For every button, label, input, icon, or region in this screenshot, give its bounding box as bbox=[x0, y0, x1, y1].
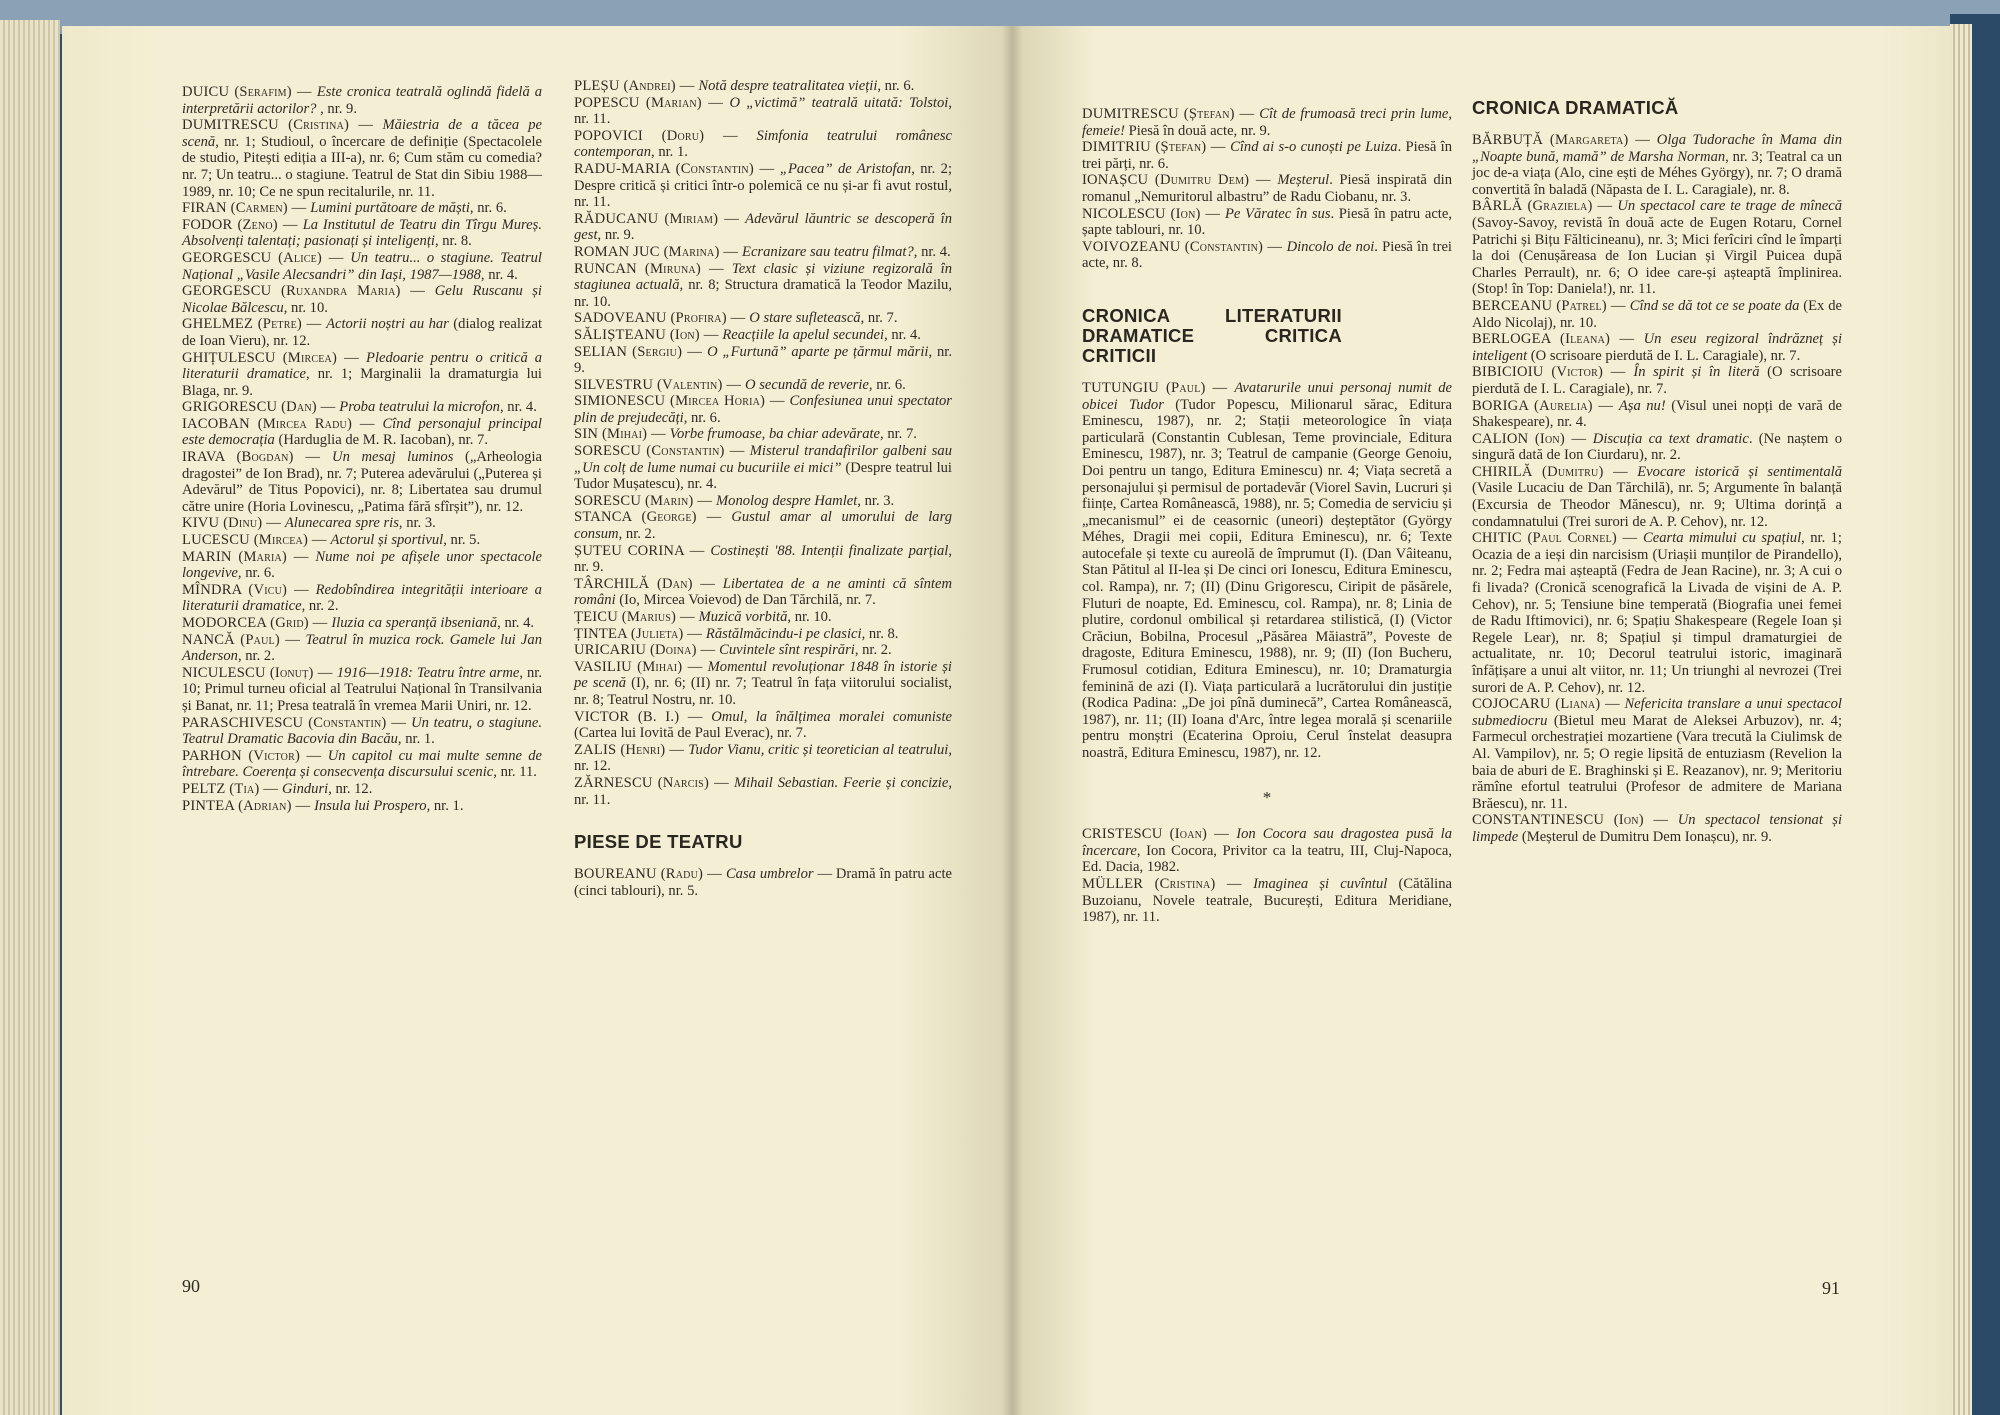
entry-title: Vorbe frumoase, ba chiar adevărate bbox=[669, 426, 881, 443]
index-entry bbox=[574, 377, 952, 394]
entry-reference: — Dramă în patru acte (cinci tablouri), nr. 5. bbox=[574, 866, 952, 899]
entry-title: Un eseu regizoral îndrăzneț și inteligent bbox=[1472, 331, 1842, 364]
entry-reference: , nr. 9. bbox=[597, 227, 635, 244]
entry-reference: , nr. 1. bbox=[426, 797, 464, 814]
page-number-right: 91 bbox=[1822, 1278, 1840, 1298]
entry-author: NANCĂ (Paul) — bbox=[182, 631, 306, 648]
entry-author: BĂRBUȚĂ (Margareta) — bbox=[1472, 132, 1657, 148]
index-entry bbox=[182, 416, 542, 449]
entry-author: IONAȘCU (Dumitru Dem) — bbox=[1082, 172, 1278, 189]
entry-reference: (Cătălina Buzoianu, Novele teatrale, București, Editura Meridiane, 1987), nr. 11. bbox=[1082, 875, 1452, 926]
entry-reference: , nr. 3. bbox=[857, 492, 895, 509]
index-entry bbox=[1082, 239, 1452, 272]
entry-title: Un teatru, o stagiune. Teatrul Dramatic Bacovia din Bacău bbox=[182, 714, 542, 748]
entry-author: SIMIONESCU (Mircea Horia) — bbox=[574, 393, 790, 410]
index-entry bbox=[574, 344, 952, 377]
index-entry bbox=[1082, 139, 1452, 172]
entry-author: ROMAN JUC (Marina) — bbox=[574, 243, 743, 260]
index-entry bbox=[182, 715, 542, 748]
entry-reference: , nr. 10. bbox=[787, 609, 832, 625]
entry-reference: , nr. 12. bbox=[328, 780, 373, 797]
entry-title: Gustul amar al umorului de larg consum bbox=[574, 509, 952, 543]
index-entry bbox=[182, 399, 542, 416]
column-1-mid-entries bbox=[1082, 380, 1452, 762]
entry-reference: , nr. 1; Studioul, o încercare de definiție (Spectacolele de studio, Pitești ediția a III-a), nr. 6; Cum stăm cu comedia? nr. 7; Un teatru... o stagiune. Teatrul de Stat din Sibiu 1988—1989, nr. 10; Ce ne spun recitalurile, nr. 11. bbox=[182, 133, 542, 200]
entry-title: Costinești '88. Intenții finalizate parțial bbox=[710, 542, 949, 559]
entry-title: Teatrul în muzica rock. Gamele lui Jan Anderson bbox=[182, 631, 542, 665]
entry-title: Omul, la înălțimea moralei comuniste bbox=[711, 708, 952, 725]
entry-author: CONSTANTINESCU (Ion) — bbox=[1472, 812, 1678, 829]
entry-author: CHIRILĂ (Dumitru) — bbox=[1472, 463, 1638, 480]
index-entry bbox=[574, 576, 952, 609]
entry-title: Nefericita translare a unui spectacol submediocru bbox=[1472, 696, 1842, 729]
entry-reference: , nr. 1. bbox=[651, 144, 688, 161]
entry-author: SADOVEANU (Profira) — bbox=[574, 310, 750, 327]
section-heading-cronica-literaturii: CRONICA LITERATURII DRAMATICE CRITICA CRITICII bbox=[1082, 304, 1342, 366]
left-page bbox=[62, 26, 1012, 1415]
entry-author: ȚEICU (Marius) — bbox=[574, 609, 699, 625]
entry-reference: , nr. 6. bbox=[469, 200, 507, 217]
entry-author: GHIȚULESCU (Mircea) — bbox=[182, 349, 367, 366]
entry-title: Tudor Vianu, critic și teoretician al teatrului bbox=[688, 741, 949, 758]
entry-reference: . Piesă în patru acte, șapte tablouri, nr. 10. bbox=[1082, 205, 1452, 239]
entry-author: RADU-MARIA (Constantin) — bbox=[574, 160, 780, 177]
entry-reference: (O scrisoare pierdută de I. L. Caragiale), nr. 7. bbox=[1472, 364, 1843, 397]
entry-reference: Piesă în două acte, nr. 9. bbox=[1124, 122, 1271, 139]
index-entry bbox=[182, 798, 542, 815]
index-entry bbox=[574, 509, 952, 542]
entry-reference: , nr. 10; Primul turneu oficial al Teatrului Național în Transilvania și Banat, nr. 11; Presa teatrală în vremea Marii Uniri, nr. 12. bbox=[182, 664, 542, 714]
entry-reference: (Ex de Aldo Nicolaj), nr. 10. bbox=[1472, 297, 1842, 331]
entry-reference: , nr. 2. bbox=[237, 648, 275, 665]
entry-title: 1916—1918: Teatru între arme bbox=[336, 664, 520, 681]
entry-reference: , nr. 2. bbox=[854, 642, 892, 659]
entry-title: Redobîndirea integrității interioare a literaturii dramatice bbox=[182, 581, 542, 615]
index-entry bbox=[574, 78, 952, 95]
entry-title: Iluzia ca speranță ibseniană bbox=[331, 615, 498, 631]
entry-author: COJOCARU (Liana) — bbox=[1472, 696, 1625, 713]
index-entry bbox=[182, 748, 542, 781]
index-entry bbox=[574, 244, 952, 261]
entry-title: În spirit și în literă bbox=[1633, 364, 1760, 381]
entry-reference: (Meșterul de Dumitru Dem Ionașcu), nr. 9. bbox=[1518, 828, 1772, 845]
index-entry bbox=[574, 426, 952, 443]
entry-reference: (Savoy-Savoy, revistă în două acte de Eugen Rotaru, Cornel Patrichi și Bițu Fălticineanu), nr. 3; Mici ferîciri cînd le împarți la doi (Cenușăreasa de Ion Lucian și Virgil Puicea după Charles Perrault), nr. 6; O idee care-și așteaptă împlinirea. (Stop! în Top: Daniela!), nr. 11. bbox=[1472, 214, 1842, 298]
entry-author: NICULESCU (Ionuț) — bbox=[182, 664, 337, 681]
entry-title: Avatarurile unui personaj numit de obicei Tudor bbox=[1082, 379, 1452, 413]
column-2-entries bbox=[1472, 132, 1842, 846]
index-entry bbox=[574, 609, 952, 626]
entry-author: SĂLIȘTEANU (Ion) — bbox=[574, 326, 723, 343]
entry-reference: (I), nr. 6; (II) nr. 7; Teatrul în fața viitorului socialist, nr. 8; Teatrul Nostru, nr. 10. bbox=[574, 675, 953, 708]
entry-author: TUTUNGIU (Paul) — bbox=[1082, 379, 1235, 396]
entry-author: CALION (Ion) — bbox=[1472, 430, 1593, 447]
entry-reference: , nr. 4. bbox=[497, 615, 535, 631]
entry-author: DUMITRESCU (Cristina) — bbox=[182, 117, 383, 134]
index-entry bbox=[574, 659, 952, 709]
index-entry bbox=[574, 443, 952, 493]
entry-reference: , nr. 7. bbox=[880, 426, 917, 443]
index-entry bbox=[574, 393, 952, 426]
index-entry bbox=[574, 642, 952, 659]
entry-author: FIRAN (Carmen) — bbox=[182, 200, 311, 217]
entry-title: Text clasic și viziune regizorală în stagiunea actuală bbox=[574, 260, 953, 294]
entry-title: La Institutul de Teatru din Tîrgu Mureș. Absolvenți talentați; pasionați și inteligenți bbox=[182, 216, 542, 250]
section-heading-cronica-dramatica: CRONICA DRAMATICĂ bbox=[1472, 97, 1679, 118]
index-entry bbox=[1472, 398, 1842, 431]
entry-title: Discuția ca text dramatic bbox=[1592, 430, 1749, 447]
index-entry bbox=[182, 117, 542, 200]
left-page-column-2 bbox=[574, 78, 952, 899]
entry-author: BERCEANU (Patrel) — bbox=[1472, 297, 1630, 314]
index-entry bbox=[574, 742, 952, 775]
entry-reference: , nr. 9. bbox=[574, 542, 953, 576]
index-entry bbox=[182, 665, 542, 715]
entry-title: Imaginea și cuvîntul bbox=[1253, 875, 1388, 892]
entry-reference: , nr. 5. bbox=[443, 532, 481, 549]
right-page-column-2 bbox=[1472, 98, 1842, 846]
entry-author: VASILIU (Mihai) — bbox=[574, 658, 708, 675]
entry-title: Meșterul bbox=[1277, 172, 1330, 189]
entry-author: NICOLESCU (Ion) — bbox=[1082, 205, 1226, 222]
index-entry bbox=[574, 866, 952, 899]
entry-title: O „victimă” teatrală uitată: Tolstoi bbox=[729, 94, 949, 111]
index-entry bbox=[1472, 431, 1842, 464]
index-entry bbox=[574, 775, 952, 808]
entry-title: Nume noi pe afișele unor spectacole longevive bbox=[182, 548, 542, 582]
entry-reference: , nr. 4. bbox=[913, 243, 951, 260]
entry-title: Gelu Ruscanu și Nicolae Bălcescu bbox=[182, 283, 542, 316]
index-entry bbox=[574, 211, 952, 244]
entry-reference: , nr. 6. bbox=[868, 376, 906, 393]
entry-title: Pe Văratec în sus bbox=[1225, 205, 1331, 222]
entry-author: GHELMEZ (Petre) — bbox=[182, 316, 327, 333]
entry-author: FODOR (Zeno) — bbox=[182, 216, 303, 233]
entry-title: Un mesaj luminos bbox=[332, 449, 454, 466]
entry-reference: (Harduglia de M. R. Iacoban), nr. 7. bbox=[274, 432, 488, 449]
entry-title: Un spectacol tensionat și limpede bbox=[1472, 812, 1843, 845]
index-entry bbox=[182, 632, 542, 665]
entry-author: SILVESTRU (Valentin) — bbox=[574, 376, 746, 393]
entry-author: RUNCAN (Miruna) — bbox=[574, 260, 732, 277]
entry-reference: , nr. 9. bbox=[574, 343, 952, 377]
entry-reference: . (Ne naștem o singură dată de Ion Ciurdaru), nr. 2. bbox=[1472, 430, 1843, 464]
index-entry bbox=[574, 543, 952, 576]
entry-reference: (Cartea lui Iovită de Paul Everac), nr. 7. bbox=[574, 725, 807, 742]
entry-title: Cînd ai s-o cunoști pe Luiza bbox=[1230, 139, 1398, 156]
entry-reference: . Piesă în trei părți, nr. 6. bbox=[1082, 139, 1452, 172]
entry-title: O secundă de reverie bbox=[745, 376, 869, 393]
index-entry bbox=[182, 515, 542, 532]
entry-reference: (O scrisoare pierdută de I. L. Caragiale), nr. 7. bbox=[1527, 347, 1801, 364]
page-edges-left bbox=[0, 20, 60, 1415]
entry-author: SELIAN (Sergiu) — bbox=[574, 343, 708, 360]
index-entry bbox=[182, 532, 542, 549]
index-entry bbox=[182, 350, 542, 400]
index-entry bbox=[1472, 530, 1842, 696]
entry-author: DUMITRESCU (Ștefan) — bbox=[1082, 106, 1260, 122]
entry-title: Libertatea de a ne aminti că sîntem români bbox=[574, 575, 952, 609]
index-entry bbox=[1472, 331, 1842, 364]
entry-title: Lumini purtătoare de măști bbox=[310, 200, 470, 217]
entry-title: Ion Cocora sau dragostea pusă la încercare bbox=[1082, 826, 1453, 859]
entry-author: GRIGORESCU (Dan) — bbox=[182, 399, 340, 416]
entry-author: BÂRLĂ (Graziela) — bbox=[1472, 198, 1618, 215]
index-entry bbox=[1082, 106, 1452, 139]
entry-title: Adevărul lăuntric se descoperă în gest bbox=[574, 210, 952, 244]
entry-title: Muzică vorbită bbox=[698, 609, 788, 625]
entry-reference: , nr. 9. bbox=[320, 100, 357, 117]
index-entry bbox=[182, 200, 542, 217]
index-entry bbox=[1082, 206, 1452, 239]
entry-author: VOIVOZEANU (Constantin) — bbox=[1082, 238, 1287, 255]
entry-author: SORESCU (Constantin) — bbox=[574, 443, 750, 460]
entry-author: ȘUTEU CORINA — bbox=[574, 542, 711, 559]
entry-author: DUICU (Serafim) — bbox=[182, 84, 317, 100]
entry-author: URICARIU (Doina) — bbox=[574, 642, 720, 659]
entry-reference: . Piesă în trei acte, nr. 8. bbox=[1082, 238, 1452, 272]
entry-reference: , nr. 11. bbox=[574, 774, 952, 808]
entry-title: Proba teatrului la microfon bbox=[339, 399, 500, 416]
index-entry bbox=[574, 626, 952, 643]
entry-title: Cuvintele sînt respirări bbox=[719, 642, 855, 659]
entry-title: Așa nu! bbox=[1618, 397, 1666, 414]
column-1-bottom-entries bbox=[1082, 826, 1452, 926]
entry-reference: („Arheologia dragostei” de Ion Brad), nr. 7; Puterea adevărului („Puterea și Adevărul” de Titus Popovici), nr. 8; Libertatea sau drumul către unire (Horia Lovinescu, „Patima fără sfîrșit”), nr. 12. bbox=[182, 449, 542, 515]
index-entry bbox=[574, 709, 952, 742]
entry-reference: (Bietul meu Marat de Aleksei Arbuzov), nr. 4; Farmecul orchestrației mozartiene (Vara trecută la Ciulimsk de Al. Vampilov), nr. 5; O regie lipsită de entuziasm (Revelion la baia de aburi de E. Braghinski și E. Reazanov), nr. 9; Meritoriu rămîne efortul teatrului (Profesor de admitere de Mariana Brăescu), nr. 11. bbox=[1472, 712, 1842, 812]
page-edges-right bbox=[1950, 24, 1972, 1415]
entry-reference: , nr. 12. bbox=[574, 741, 952, 775]
entry-reference: , nr. 6. bbox=[237, 565, 275, 582]
index-entry bbox=[182, 250, 542, 283]
entry-author: CRISTESCU (Ioan) — bbox=[1082, 826, 1237, 843]
index-entry bbox=[574, 161, 952, 211]
entry-reference: , nr. 4. bbox=[884, 326, 921, 343]
left-page-column-1 bbox=[182, 84, 542, 814]
index-entry bbox=[1472, 812, 1842, 845]
entry-author: RĂDUCANU (Miriam) — bbox=[574, 210, 746, 227]
entry-reference: , nr. 1; Ocazia de a ieși din narcisism (Uriașii munților de Pirandello), nr. 2; Fedra mai așteaptă (Fedra de Jean Racine), nr. 3; A cui o fi livada? (Cronică scenografică la Livada de vișini de A. P. Cehov), nr. 5; Tensiune bine temperată (Biografia unei femei de Radu Iftimovici), nr. 6; Spațiu Shakespeare (Regele Ioan și Regele Lear), nr. 8; Spațiul și timpul dramaturgiei de actualitate, nr. 10; Decorul teatrului istoric, imaginară înfățișare a unui alt viitor, nr. 11; Un triunghi al nevrozei (Trei surori de A. P. Cehov), nr. 12. bbox=[1472, 530, 1842, 696]
entry-author: LUCESCU (Mircea) — bbox=[182, 532, 331, 549]
entry-author: MÎNDRA (Vicu) — bbox=[182, 581, 316, 598]
entry-author: ZALIS (Henri) — bbox=[574, 741, 689, 758]
index-entry bbox=[574, 128, 952, 161]
entry-title: „Pacea” de Aristofan bbox=[779, 160, 912, 177]
index-entry bbox=[1082, 380, 1452, 762]
entry-reference: , nr. 8; Structura dramatică la Teodor Mazilu, nr. 10. bbox=[574, 277, 952, 310]
entry-title: Dincolo de noi bbox=[1286, 238, 1375, 255]
entry-title: Cînd personajul principal este democrația bbox=[182, 415, 542, 449]
entry-author: TÂRCHILĂ (Dan) — bbox=[574, 575, 723, 592]
index-entry bbox=[1472, 132, 1842, 198]
index-entry bbox=[182, 781, 542, 798]
entry-author: SIN (Mihai) — bbox=[574, 426, 670, 443]
entry-reference: . Piesă inspirată din romanul „Nemuritorul albastru” de Radu Ciobanu, nr. 3. bbox=[1082, 172, 1452, 205]
index-entry bbox=[182, 615, 542, 632]
entry-title: Monolog despre Hamlet bbox=[715, 492, 858, 509]
entry-reference: , nr. 3; Teatral ca un joc de-a viața (Alo, cine ești de Méhes György), nr. 7; O dramă convertită în baladă (Năpasta de I. L. Caragiale), nr. 8. bbox=[1472, 148, 1842, 198]
entry-reference: , Ion Cocora, Privitor ca la teatru, III, Cluj-Napoca, Ed. Dacia, 1982. bbox=[1082, 842, 1452, 876]
entry-reference: , nr. 1. bbox=[397, 731, 435, 748]
entry-author: MÜLLER (Cristina) — bbox=[1082, 875, 1254, 892]
page-number-left: 90 bbox=[182, 1276, 200, 1296]
entry-title: Un capitol cu mai multe semne de întrebare. Coerența și consecvența discursului scenic bbox=[182, 747, 543, 781]
entry-author: KIVU (Dinu) — bbox=[182, 515, 285, 532]
entry-title: Măiestria de a tăcea pe scenă bbox=[182, 117, 542, 150]
entry-author: GEORGESCU (Alice) — bbox=[182, 249, 351, 266]
entry-title: Notă despre teatralitatea vieții bbox=[698, 78, 878, 94]
entry-author: PARASCHIVESCU (Constantin) — bbox=[182, 714, 412, 731]
index-entry bbox=[574, 310, 952, 327]
entry-author: IACOBAN (Mircea Radu) — bbox=[182, 415, 383, 432]
entry-title: Ginduri bbox=[281, 780, 329, 797]
index-entry bbox=[182, 582, 542, 615]
entry-title: Răstălmăcindu-i pe clasici bbox=[705, 625, 862, 642]
index-entry bbox=[182, 283, 542, 316]
section-star-separator: * bbox=[1262, 787, 1272, 807]
index-entry bbox=[574, 261, 952, 311]
entry-title: Actorul și sportivul bbox=[330, 532, 444, 549]
entry-title: Este cronica teatrală oglindă fidelă a interpretării actorilor? bbox=[182, 84, 542, 117]
index-entry bbox=[574, 327, 952, 344]
entry-author: CHITIC (Paul Cornel) — bbox=[1472, 530, 1643, 547]
index-entry bbox=[1082, 172, 1452, 205]
entry-author: PLEȘU (Andrei) — bbox=[574, 78, 699, 94]
entry-reference: , nr. 8. bbox=[434, 233, 472, 250]
index-entry bbox=[182, 316, 542, 349]
entry-author: GEORGESCU (Ruxandra Maria) — bbox=[182, 283, 435, 300]
entry-reference: , nr. 1; Marginalii la dramaturgia lui Blaga, nr. 9. bbox=[182, 366, 542, 399]
entry-reference: , nr. 2. bbox=[618, 526, 656, 543]
entry-reference: (Vasile Lucaciu de Dan Tărchilă), nr. 5; Argumente în balanță (Excursia de Theodor Mănescu), nr. 9; Ultima dorință a condamnatului (Trei surori de A. P. Cehov), nr. 12. bbox=[1472, 480, 1842, 530]
entry-author: ZĂRNESCU (Narcis) — bbox=[574, 774, 734, 791]
index-entry bbox=[182, 217, 542, 250]
entry-title: Momentul revoluționar 1848 în istorie și pe scenă bbox=[574, 658, 952, 692]
entry-author: IRAVA (Bogdan) — bbox=[182, 449, 333, 466]
entry-author: SORESCU (Marin) — bbox=[574, 492, 716, 509]
entry-title: Alunecarea spre ris bbox=[284, 515, 399, 532]
entry-title: Cînd se dă tot ce se poate da bbox=[1629, 297, 1800, 314]
index-entry bbox=[1472, 198, 1842, 298]
entry-author: PINTEA (Adrian) — bbox=[182, 797, 315, 814]
index-entry bbox=[182, 84, 542, 117]
entry-author: PARHON (Victor) — bbox=[182, 747, 328, 764]
entry-title: Mihail Sebastian. Feerie și concizie bbox=[733, 774, 949, 791]
entry-title: Casa umbrelor bbox=[725, 866, 814, 883]
entry-reference: , nr. 8. bbox=[861, 625, 899, 642]
index-entry bbox=[1472, 464, 1842, 530]
column-1-top-entries bbox=[1082, 106, 1452, 272]
entry-title: Confesiunea unui spectator plin de prejudecăți bbox=[574, 393, 952, 426]
entry-author: BIBICIOIU (Victor) — bbox=[1472, 364, 1634, 381]
entry-author: BOUREANU (Radu) — bbox=[574, 866, 726, 883]
entry-reference: , nr. 7. bbox=[860, 310, 898, 327]
entry-author: STANCA (George) — bbox=[574, 509, 732, 526]
entry-title: Pledoarie pentru o critică a literaturii dramatice bbox=[182, 349, 542, 383]
entry-author: BORIGA (Aurelia) — bbox=[1472, 397, 1619, 414]
entry-author: MODORCEA (Grid) — bbox=[182, 615, 332, 631]
entry-reference: , nr. 2. bbox=[301, 598, 339, 615]
entry-reference: (Despre teatrul lui Tudor Mușatescu), nr. 4. bbox=[574, 459, 952, 493]
index-entry bbox=[1082, 876, 1452, 926]
section-heading-piese-de-teatru: PIESE DE TEATRU bbox=[574, 831, 743, 853]
index-entry bbox=[1472, 364, 1842, 397]
column-2-after-entries bbox=[574, 866, 952, 899]
entry-author: DIMITRIU (Ștefan) — bbox=[1082, 139, 1231, 156]
entry-reference: , nr. 6. bbox=[683, 409, 721, 426]
entry-reference: , nr. 11. bbox=[574, 94, 952, 128]
index-entry bbox=[1082, 826, 1452, 876]
entry-title: Insula lui Prospero bbox=[314, 797, 427, 814]
entry-title: O stare sufletească bbox=[749, 310, 861, 327]
entry-title: Cît de frumoasă treci prin lume, femeie! bbox=[1082, 106, 1453, 139]
entry-reference: (dialog realizat de Ioan Vieru), nr. 12. bbox=[182, 316, 542, 349]
entry-title: Un spectacol care te trage de mînecă bbox=[1617, 198, 1842, 215]
entry-title: Olga Tudorache în Mama din „Noapte bună, mamă” de Marsha Norman bbox=[1472, 132, 1843, 165]
entry-title: Un teatru... o stagiune. Teatrul Național „Vasile Alecsandri” din Iași, 1987—1988 bbox=[182, 249, 542, 283]
right-page-column-1 bbox=[1082, 106, 1452, 926]
entry-title: Ecranizare sau teatru filmat? bbox=[742, 243, 914, 260]
book-gutter bbox=[1002, 26, 1022, 1415]
entry-author: VICTOR (B. I.) — bbox=[574, 708, 712, 725]
column-2-entries bbox=[574, 78, 952, 808]
index-entry bbox=[1472, 298, 1842, 331]
index-entry bbox=[182, 449, 542, 515]
entry-title: Actorii noștri au har bbox=[326, 316, 449, 333]
entry-title: Cearta mimului cu spațiul bbox=[1642, 530, 1802, 547]
entry-title: Simfonia teatrului românesc contemporan bbox=[574, 127, 952, 161]
entry-reference: , nr. 4. bbox=[499, 399, 537, 416]
index-entry bbox=[574, 493, 952, 510]
entry-author: POPESCU (Marian) — bbox=[574, 94, 730, 111]
entry-reference: , nr. 4. bbox=[480, 266, 518, 283]
entry-reference: (Visul unei nopți de vară de Shakespeare), nr. 4. bbox=[1472, 397, 1842, 431]
entry-title: Misterul trandafirilor galbeni sau „Un colț de lume numai cu bucuriile ei mici” bbox=[574, 443, 952, 476]
entry-reference: , nr. 2; Despre critică și critici într-o polemică ce nu și-ar fi avut rostul, nr. 11. bbox=[574, 160, 952, 211]
entry-author: POPOVICI (Doru) — bbox=[574, 127, 757, 144]
entry-author: ȚINTEA (Julieta) — bbox=[574, 625, 706, 642]
entry-reference: , nr. 10. bbox=[283, 299, 328, 316]
entry-author: BERLOGEA (Ileana) — bbox=[1472, 331, 1644, 348]
entry-reference: , nr. 6. bbox=[877, 78, 915, 94]
entry-reference: (Tudor Popescu, Milionarul sărac, Editura Eminescu, 1987), nr. 2; Stații meteorologice în viața particulară (Constantin Cublesan, Teme provinciale, Editura Eminescu, 1987), nr. 3; Teatrul de campanie (George Genoiu, Doi pentru un tango, Editura Eminescu) nr. 4; Viața secretă a personajului și permisul de portadevăr (Viorel Savin, Lucruri și ființe, Cartea Românească, 1988), nr. 5; Comedia de serviciu și „mecanismul” ei de ceasornic (uneori) deșteptător (György Méhes, Dragii mei copii, Editura Eminescu), nr. 6; Texte autocefale și texte cu aureolă de împrumut (I). (Dan Vâiteanu, Stan Pătitul al II-lea și De cinci ori Ionescu, Editura Eminescu, col. Rampa), nr. 7; (II) (Dinu Grigorescu, Ciripit de păsărele, Fluturi de noapte, Ed. Eminescu, col. Rampa), nr. 8; Linia de plutire, cordonul ombilical și retardarea stilistică, (I) (Victor Crăciun, Bobilna, Procesul „Păsărea Măiastră”, Poveste de dragoste, Editura Eminescu, 1988), nr. 9; (II) (Ion Bucheru, Frumosul cotidian, Editura Eminescu), nr. 10; Dramaturgia feminină de azi (I). Viața particulară a lucrătorului din justiție (Rodica Padina: „De joi pînă duminecă”, Cartea Românească, 1987), nr. 11; (II) Ioana d'Arc, între legea morală și scenariile pentru monștri (Ecaterina Oproiu, Cerul înstelat deasupra noastră, Editura Eminescu, 1987), nr. 12. bbox=[1082, 396, 1453, 761]
entry-reference: , nr. 3. bbox=[398, 515, 436, 532]
index-entry bbox=[574, 95, 952, 128]
entry-title: O „Furtună” aparte pe țărmul mării bbox=[707, 343, 929, 360]
entry-reference: (Io, Mircea Voievod) de Dan Tărchilă, nr. 7. bbox=[615, 592, 876, 609]
entry-reference: , nr. 11. bbox=[493, 764, 537, 781]
entry-author: PELTZ (Tia) — bbox=[182, 780, 282, 797]
index-entry bbox=[1472, 696, 1842, 812]
entry-title: Evocare istorică și sentimentală bbox=[1637, 463, 1843, 480]
index-entry bbox=[182, 549, 542, 582]
entry-author: MARIN (Maria) — bbox=[182, 548, 316, 565]
entry-title: Reacțiile la apelul secundei bbox=[722, 326, 885, 343]
right-page bbox=[1012, 26, 1952, 1415]
